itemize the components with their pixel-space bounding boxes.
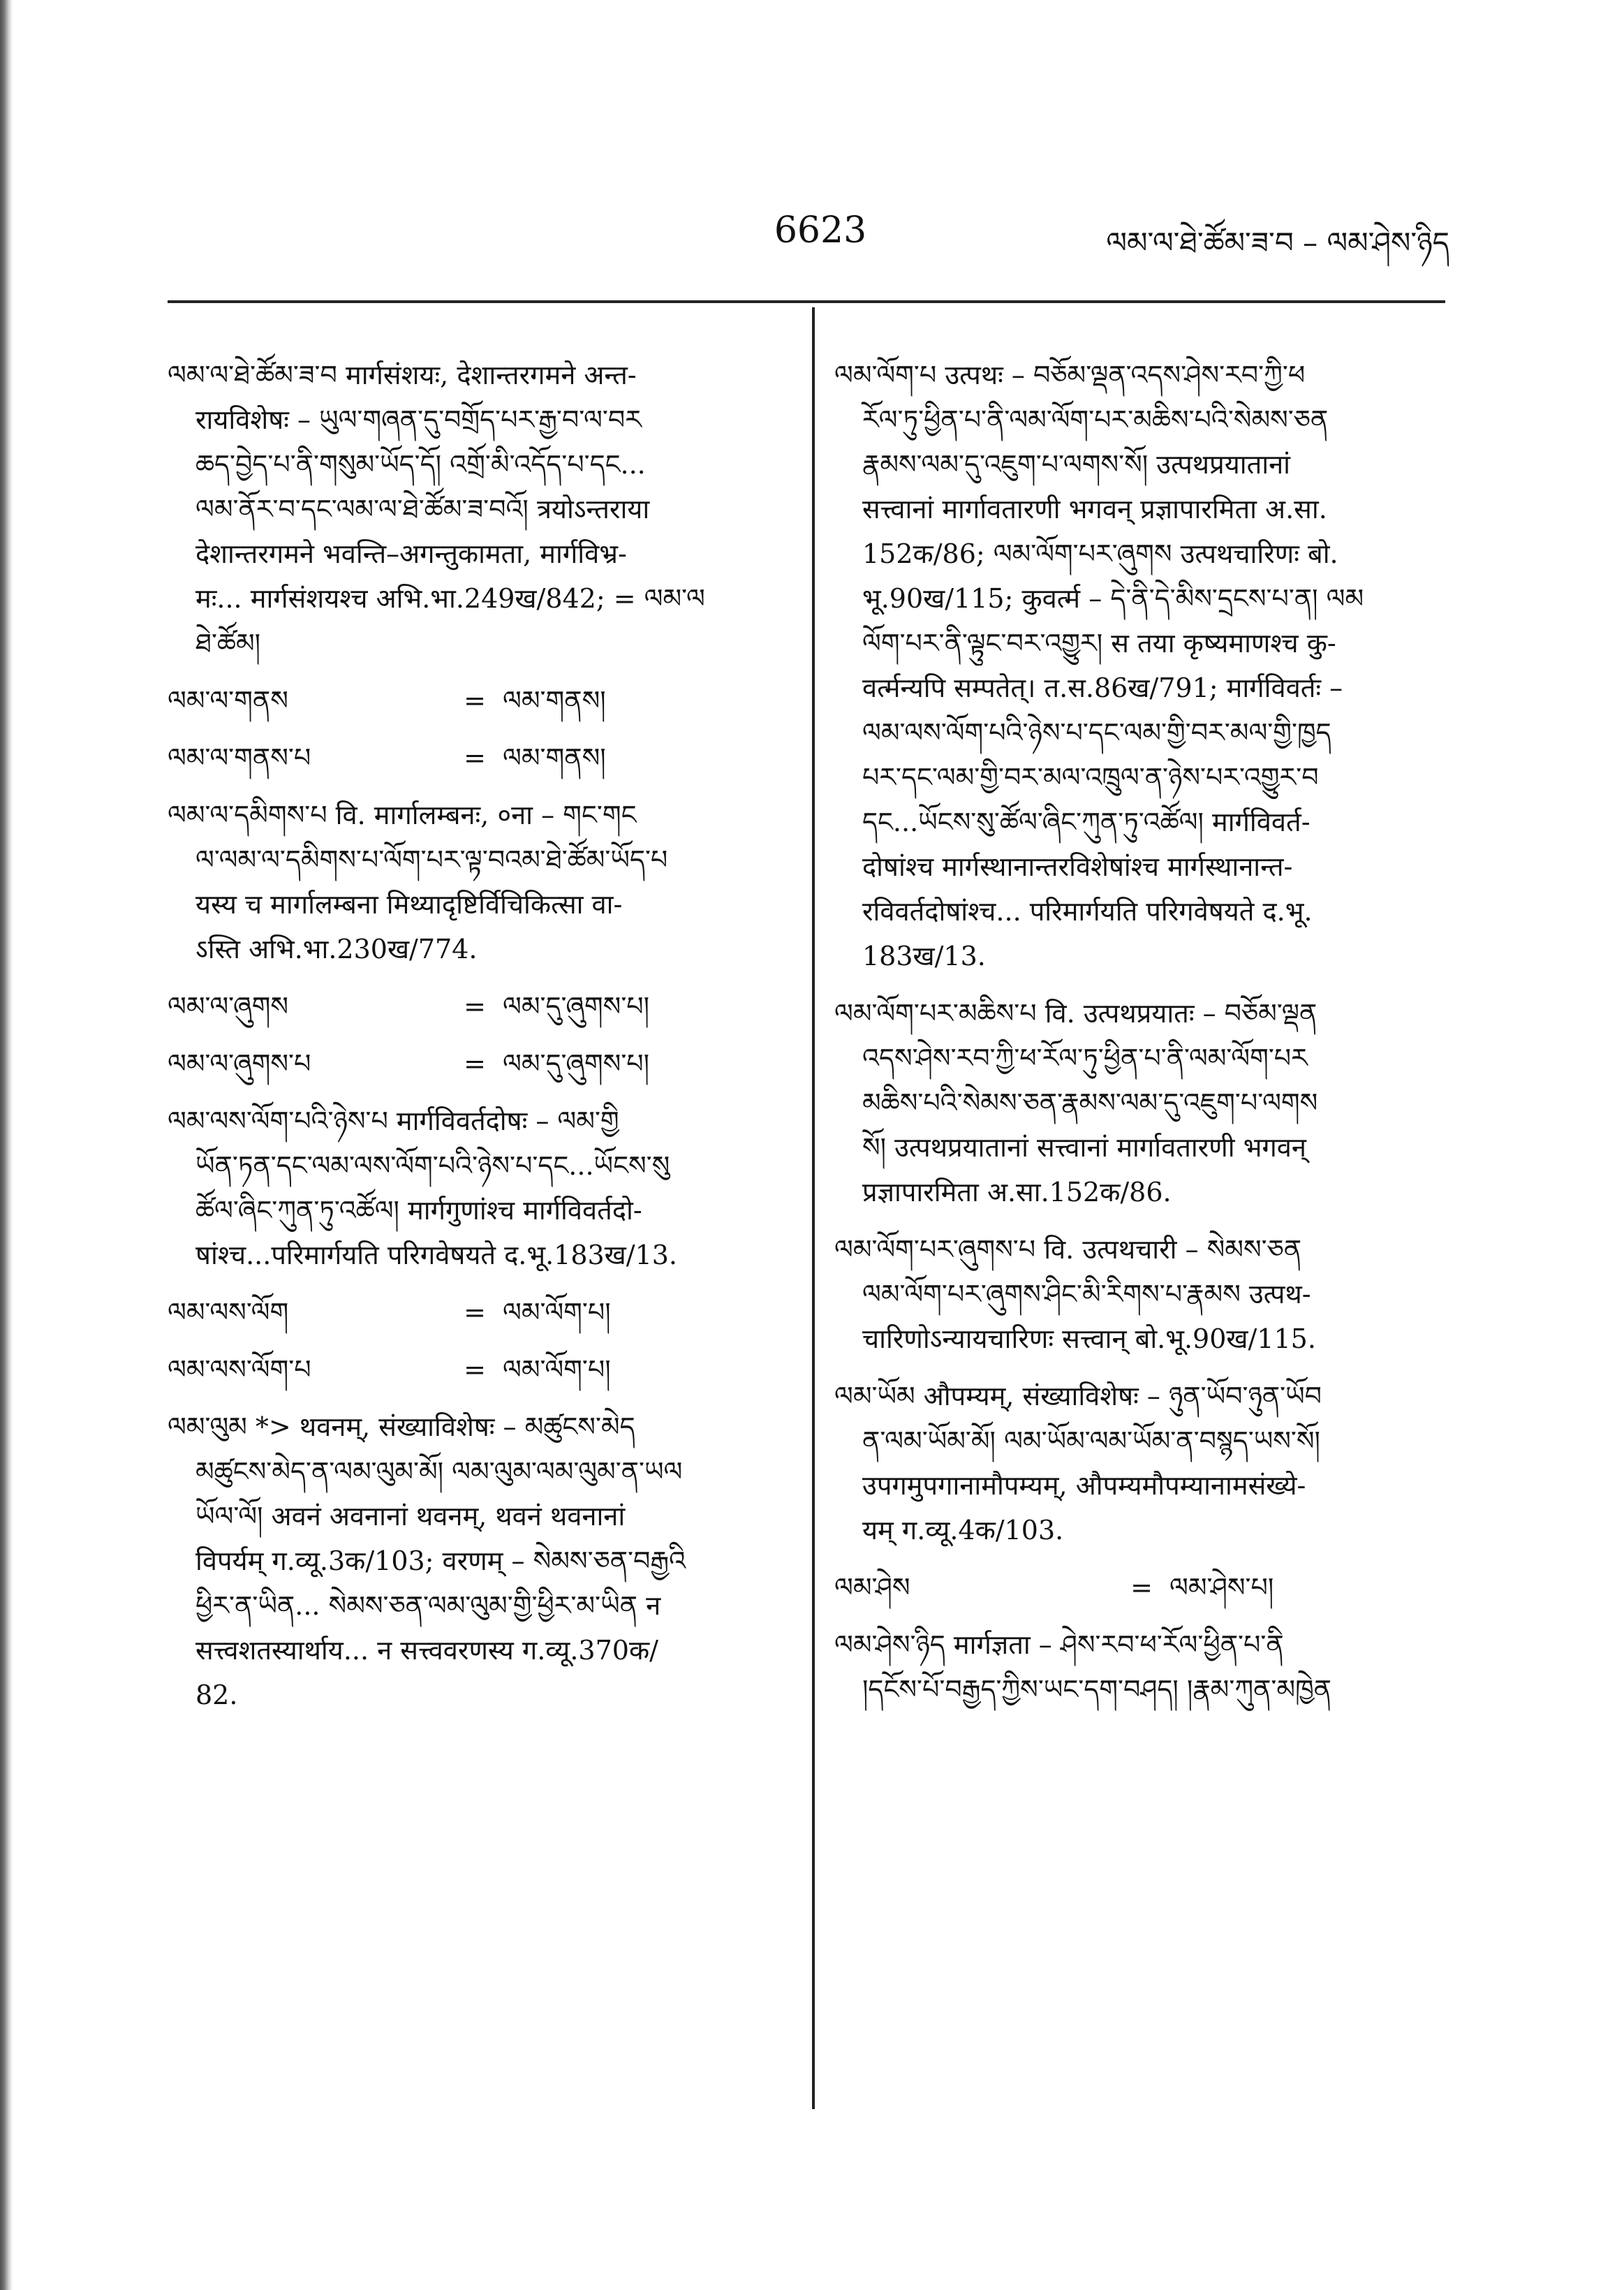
entry-line: यस्य च मार्गालम्बना मिथ्यादृष्टिर्विचिकित्सा वा- <box>195 889 623 920</box>
entry-headline: ལམ་ལ་དམིགས་པ वि. मार्गालम्बनः, ०ना – གང་གང <box>168 800 637 830</box>
entry-line: ऽस्ति अभि.भा.230ख/774. <box>195 934 478 964</box>
dictionary-entry <box>834 1622 1445 1712</box>
entry-headline: ལམ་ལོག་པ उत्पथः – བཅོམ་ལྡན་འདས་ཤེས་རབ་ཀྱི་ཕ <box>834 360 1306 390</box>
scan-edge-shadow <box>0 0 13 2290</box>
cross-reference-headword: ལམ་ལ་གནས <box>168 685 288 716</box>
entry-line: ལ་ལམ་ལ་དམིགས་པ་ལོག་པར་ལྟ་བའམ་ཐེ་ཚོམ་ཡོད་པ <box>195 844 668 875</box>
entry-line: ལམ་ནོར་བ་དང་ལམ་ལ་ཐེ་ཚོམ་ཟ་བའོ། त्रयोऽन्तराया <box>195 494 650 524</box>
entry-headline: ལམ་ལ་ཐེ་ཚོམ་ཟ་བ मार्गसंशयः, देशान्तरगमने अन्त- <box>168 360 637 390</box>
entry-line: सत्त्वानां मार्गावतारणी भगवन् प्रज्ञापारमिता अ.सा. <box>862 494 1327 524</box>
entry-line: རོལ་ཏུ་ཕྱིན་པ་ནི་ལམ་ལོག་པར་མཆིས་པའི་སེམས་ཅན <box>862 404 1329 435</box>
cross-reference-entry <box>168 1041 782 1086</box>
entry-line: षांश्च...परिमार्गयति परिगवेषयते द.भू.183ख/13. <box>195 1240 678 1270</box>
dictionary-entry <box>834 991 1445 1214</box>
entry-line: 152क/86; ལམ་ལོག་པར་ཞུགས उत्पथचारिणः बो. <box>862 538 1338 569</box>
column-divider <box>812 307 815 2109</box>
entry-line: ལམ་ལས་ལོག་པའི་ཉེས་པ་དང་ལམ་གྱི་བར་མལ་གྱི་ཁྱད <box>862 717 1331 748</box>
cross-reference-entry <box>168 1290 782 1335</box>
cross-reference-target: ལམ་ཤེས་པ། <box>1169 1572 1274 1603</box>
entry-headline: ལམ་ལས་ལོག་པའི་ཉེས་པ मार्गविवर्तदोषः – ལམ་གྱི <box>168 1106 619 1136</box>
entry-line: विपर्यम् ग.व्यू.3क/103; वरणम् – སེམས་ཅན་བརྒྱའི <box>195 1546 686 1576</box>
cross-reference-headword: ལམ་ལས་ལོག <box>168 1297 289 1328</box>
cross-reference-equals: = <box>464 1297 486 1328</box>
entry-line: भू.90ख/115; कुवर्त्म – དེ་ནི་དེ་མིས་དྲངས་པ་ན། ལམ <box>862 583 1364 614</box>
entry-line: रविवर्तदोषांश्च... परिमार्गयति परिगवेषयते द.भू. <box>862 896 1313 927</box>
entry-line: वर्त्मन्यपि सम्पतेत्। त.स.86ख/791; मार्गविवर्तः – <box>862 673 1343 703</box>
header-rule <box>168 300 1445 303</box>
cross-reference-equals: = <box>464 991 486 1022</box>
entry-line: देशान्तरगमने भवन्ति–अगन्तुकामता, मार्गविभ्र- <box>195 538 627 569</box>
entry-line: यम् ग.व्यू.4क/103. <box>862 1515 1064 1546</box>
entry-line: ཐེ་ཚོམ། <box>195 628 261 659</box>
entry-headline: ལམ་ལོག་པར་མཆིས་པ वि. उत्पथप्रयातः – བཅོམ་ལྡན <box>834 998 1317 1029</box>
entry-line: उपगमुपगानामौपम्यम्, औपम्यमौपम्यानामसंख्ये- <box>862 1470 1306 1501</box>
cross-reference-target: ལམ་ལོག་པ། <box>503 1354 611 1385</box>
entry-line: ཆད་བྱེད་པ་ནི་གསུམ་ཡོད་དོ། འགྲོ་མི་འདོད་པ་དང... <box>195 449 646 480</box>
cross-reference-headword: ལམ་ལ་ཞུགས <box>168 991 289 1022</box>
running-head: ལམ་ལ་ཐེ་ཚོམ་ཟ་བ – ལམ་ཤེས་ཉིད <box>1106 226 1449 260</box>
cross-reference-equals: = <box>464 1354 486 1385</box>
entry-line: རྣམས་ལམ་དུ་འཇུག་པ་ལགས་སོ། उत्पथप्रयातानां <box>862 449 1291 480</box>
entry-line: ཚོལ་ཞིང་ཀུན་ཏུ་འཚོལ། मार्गगुणांश्च मार्गविवर्तदो- <box>195 1195 642 1226</box>
entry-line: ལམ་ལོག་པར་ཞུགས་ཤིང་མི་རིགས་པ་རྣམས उत्पथ- <box>862 1279 1311 1309</box>
cross-reference-entry <box>834 1565 1445 1610</box>
cross-reference-equals: = <box>464 742 486 773</box>
right-column <box>834 353 1445 1724</box>
cross-reference-target: ལམ་གནས། <box>503 742 606 773</box>
entry-headline: ལམ་ཡོམ औपम्यम्, संख्याविशेषः – ཉུན་ཡོབ་ཉུན་ཡོབ <box>834 1381 1322 1411</box>
entry-line: प्रज्ञापारमिता अ.सा.152क/86. <box>862 1177 1172 1208</box>
entry-line: མཆིས་པའི་སེམས་ཅན་རྣམས་ལམ་དུ་འཇུག་པ་ལགས <box>862 1087 1318 1118</box>
entry-line: མཚུངས་མེད་ན་ལམ་ལུམ་མོ། ལམ་ལུམ་ལམ་ལུམ་ན་ཡལ <box>195 1456 683 1487</box>
cross-reference-headword: ལམ་ཤེས <box>834 1572 910 1603</box>
entry-line: 183ख/13. <box>862 941 986 971</box>
entry-line: मः... मार्गसंशयश्च अभि.भा.249ख/842; = ལམ་ལ <box>195 583 705 614</box>
entry-line: དང...ཡོངས་སུ་ཚོལ་ཞིང་ཀུན་ཏུ་འཚོལ། मार्गविवर्त- <box>862 807 1311 837</box>
entry-headline: ལམ་ལོག་པར་ཞུགས་པ वि. उत्पथचारी – སེམས་ཅན <box>834 1234 1302 1265</box>
dictionary-entry <box>168 793 782 971</box>
cross-reference-entry <box>168 678 782 723</box>
cross-reference-target: ལམ་གནས། <box>503 685 606 716</box>
cross-reference-target: ལམ་ལོག་པ། <box>503 1297 611 1328</box>
cross-reference-entry <box>168 735 782 780</box>
entry-line: चारिणोऽन्यायचारिणः सत्त्वान् बो.भू.90ख/115. <box>862 1323 1316 1354</box>
dictionary-entry <box>168 1099 782 1277</box>
dictionary-entry <box>168 1404 782 1717</box>
cross-reference-entry <box>168 984 782 1029</box>
entry-line: སོ། उत्पथप्रयातानां सत्त्वानां मार्गावतारणी भगवन् <box>862 1132 1307 1163</box>
entry-line: པར་དང་ལམ་གྱི་བར་མལ་འཁྲུལ་ན་ཉེས་པར་འགྱུར་བ <box>862 762 1319 793</box>
dictionary-entry <box>168 353 782 666</box>
entry-line: 82. <box>195 1680 238 1710</box>
left-column <box>168 353 782 1730</box>
entry-headline: ལམ་ལུམ *> थवनम्, संख्याविशेषः – མཚུངས་མེད <box>168 1411 635 1442</box>
entry-line: འདས་ཤེས་རབ་ཀྱི་ཕ་རོལ་ཏུ་ཕྱིན་པ་ནི་ལམ་ལོག་པར <box>862 1043 1308 1073</box>
cross-reference-target: ལམ་དུ་ཞུགས་པ། <box>503 991 650 1022</box>
dictionary-entry <box>834 1374 1445 1553</box>
entry-line: །དངོས་པོ་བརྒྱད་ཀྱིས་ཡང་དག་བཤད། །རྣམ་ཀུན་མཁྱེན <box>862 1674 1332 1705</box>
entry-line: ན་ལམ་ཡོམ་མོ། ལམ་ཡོམ་ལམ་ཡོམ་ན་བསྙད་ཡས་སོ། <box>862 1425 1320 1456</box>
cross-reference-target: ལམ་དུ་ཞུགས་པ། <box>503 1048 650 1079</box>
cross-reference-headword: ལམ་ལས་ལོག་པ <box>168 1354 311 1385</box>
dictionary-entry <box>834 353 1445 978</box>
cross-reference-equals: = <box>464 685 486 716</box>
dictionary-entry <box>834 1227 1445 1361</box>
entry-line: ཕྱིར་ན་ཡིན... སེམས་ཅན་ལམ་ལུམ་གྱི་ཕྱིར་མ་ཡིན न <box>195 1590 661 1621</box>
entry-headline: ལམ་ཤེས་ཉིད मार्गज्ञता – ཤེས་རབ་ཕ་རོལ་ཕྱིན་པ་ནི <box>834 1629 1284 1660</box>
entry-line: ཡོན་ཏན་དང་ལམ་ལས་ལོག་པའི་ཉེས་པ་དང...ཡོངས་སུ <box>195 1150 670 1181</box>
page-number: 6623 <box>774 210 867 251</box>
cross-reference-headword: ལམ་ལ་ཞུགས་པ <box>168 1048 311 1079</box>
cross-reference-entry <box>168 1347 782 1392</box>
cross-reference-equals: = <box>1130 1572 1153 1603</box>
cross-reference-headword: ལམ་ལ་གནས་པ <box>168 742 311 773</box>
entry-line: रायविशेषः – ཡུལ་གཞན་དུ་བགྲོད་པར་རྒྱ་བ་ལ་བར <box>195 404 642 435</box>
entry-line: ཡོལ་ལོ། अवनं अवनानां थवनम्, थवनं थवनानां <box>195 1501 626 1532</box>
entry-line: ལོག་པར་ནི་ལྟུང་བར་འགྱུར། स तया कृष्यमाणश्च कु- <box>862 628 1336 659</box>
entry-line: दोषांश्च मार्गस्थानान्तरविशेषांश्च मार्गस्थानान्त- <box>862 851 1293 882</box>
cross-reference-equals: = <box>464 1048 486 1079</box>
entry-line: सत्त्वशतस्यार्थाय... न सत्त्ववरणस्य ग.व्यू.370क/ <box>195 1635 658 1666</box>
